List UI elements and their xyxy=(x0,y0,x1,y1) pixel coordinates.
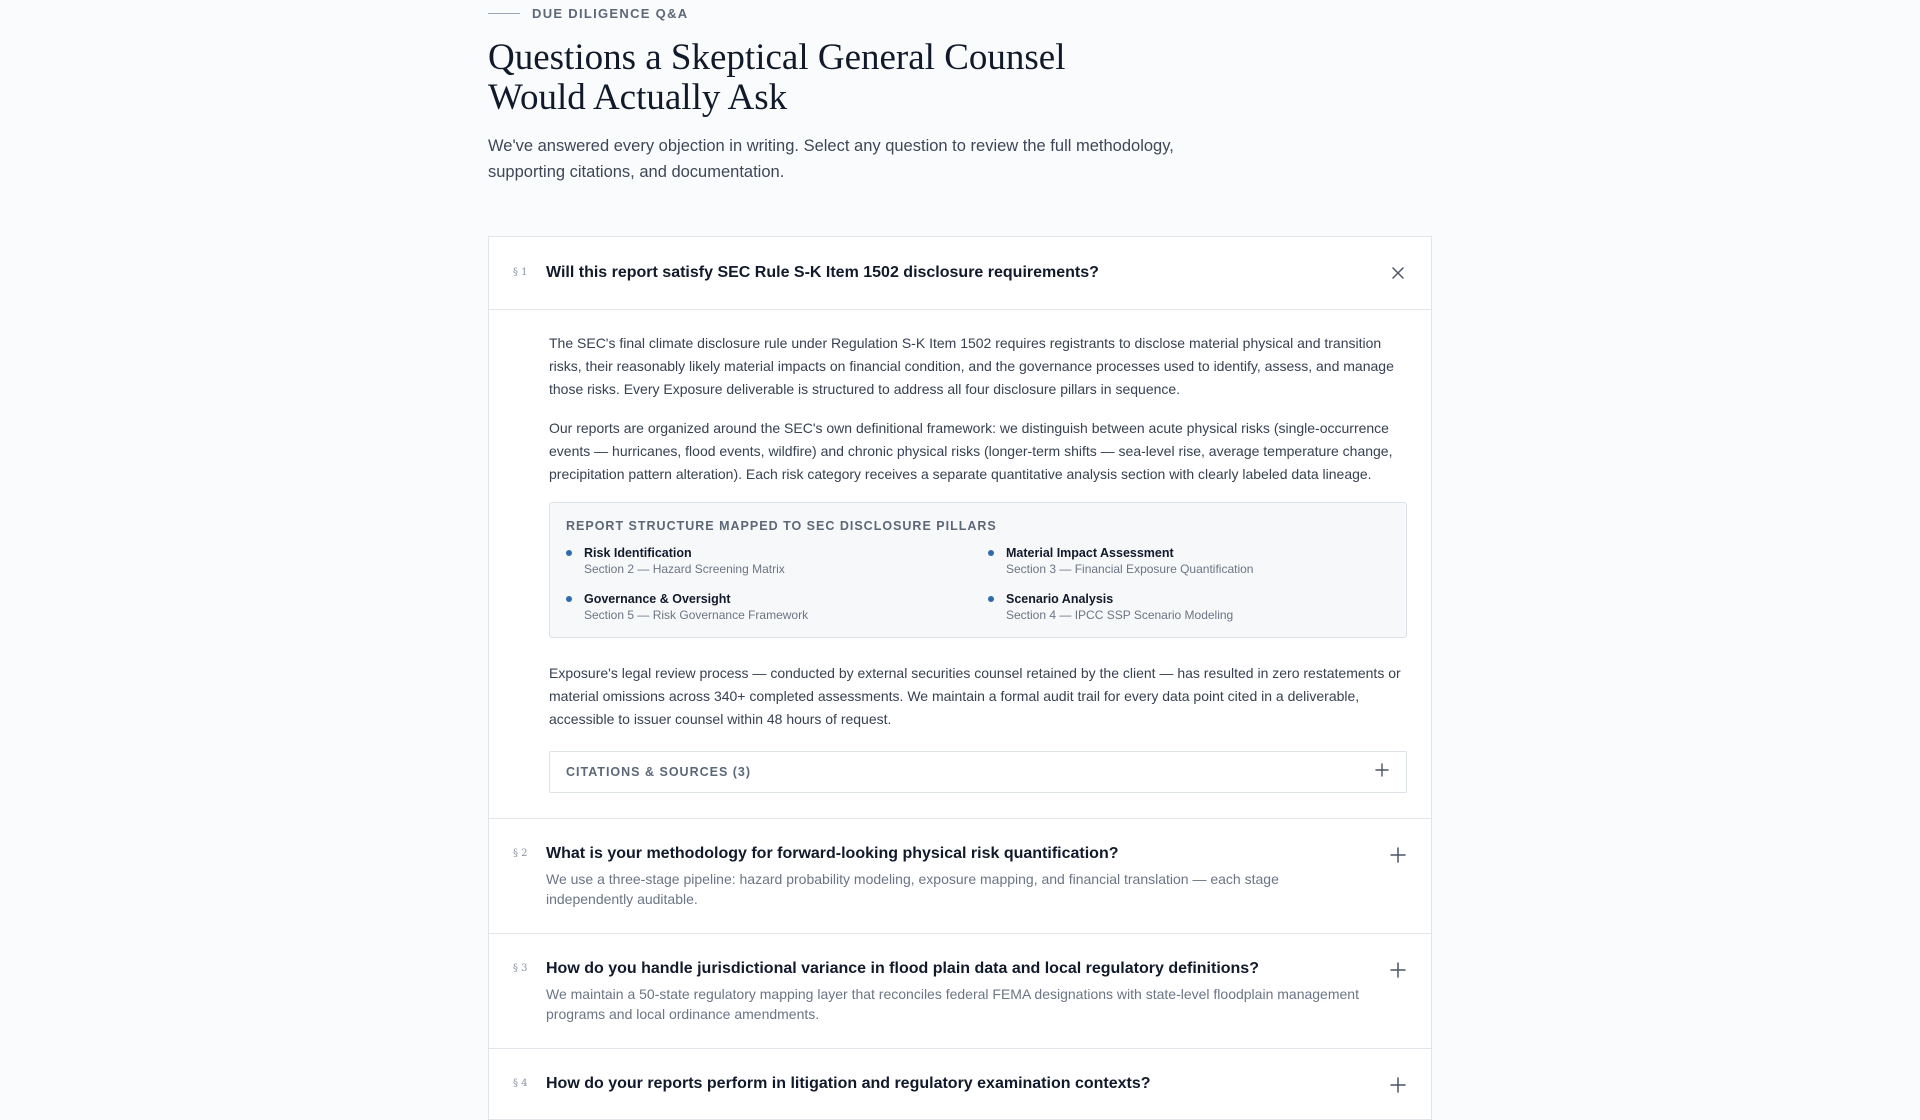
pillar-name: Governance & Oversight xyxy=(584,592,731,606)
page-title: Questions a Skeptical General Counsel Would Actually Ask xyxy=(488,37,1066,118)
pillar-name: Material Impact Assessment xyxy=(1006,546,1174,560)
faq-item-2[interactable] xyxy=(489,819,1431,934)
faq-item-question-wrap xyxy=(546,1073,1407,1095)
answer-paragraph: The SEC's final climate disclosure rule under Regulation S-K Item 1502 requires registrants to disclose material physical and transition risks, their reasonably likely material impacts on financial condition, and the governance processes used to identify, assess, and manage those risks. Every Exposure deliverable is structured to address all four disclosure pillars in sequence. xyxy=(549,335,1394,397)
pillars-title: REPORT STRUCTURE MAPPED TO SEC DISCLOSURE PILLARS xyxy=(566,519,997,533)
plus-icon[interactable] xyxy=(1387,959,1409,981)
plus-icon[interactable] xyxy=(1387,1074,1409,1096)
pillars-panel xyxy=(549,502,1407,638)
pillar-name: Risk Identification xyxy=(584,546,692,560)
pillar-risk-identification xyxy=(566,545,968,577)
faq-item-3[interactable] xyxy=(489,934,1431,1049)
faq-item-question[interactable]: What is your methodology for forward-looking physical risk quantification? xyxy=(546,845,1119,862)
pillar-material-impact xyxy=(988,545,1390,577)
faq-item-number: § 2 xyxy=(513,848,528,859)
bullet-dot-icon xyxy=(988,596,994,602)
pillars-grid xyxy=(566,545,1390,623)
faq-item-question[interactable]: How do your reports perform in litigation and regulatory examination contexts? xyxy=(546,1075,1151,1092)
faq-item-question-wrap xyxy=(546,958,1407,1024)
faq-section xyxy=(488,0,1432,1120)
faq-item-question-wrap xyxy=(546,262,1407,284)
faq-item-summary: We maintain a 50-state regulatory mapping layer that reconciles federal FEMA designations with state-level floodplain management programs and local ordinance amendments. xyxy=(546,986,1359,1022)
faq-item-question-wrap xyxy=(546,843,1407,909)
faq-accordion xyxy=(488,236,1432,1120)
pillar-section: Section 5 — Risk Governance Framework xyxy=(584,608,809,622)
faq-item-1-header[interactable] xyxy=(489,237,1431,310)
faq-item-2-header[interactable] xyxy=(489,819,1431,933)
answer-paragraph: Exposure's legal review process — conducted by external securities counsel retained by the client — has resulted in zero restatements or material omissions across 340+ completed assessments. We maintain a formal audit trail for every data point cited in a deliverable, accessible to issuer counsel within 48 hours of request. xyxy=(549,665,1401,727)
answer-paragraph: Our reports are organized around the SEC's own definitional framework: we distinguish between acute physical risks (single-occurrence events — hurricanes, flood events, wildfire) and chronic physical risks (longer-term shifts — sea-level rise, average temperature change, precipitation pattern alteration). Each risk category receives a separate quantitative analysis section with clearly labeled data lineage. xyxy=(549,420,1393,482)
bullet-dot-icon xyxy=(988,550,994,556)
bullet-dot-icon xyxy=(566,550,572,556)
eyebrow xyxy=(488,0,1432,27)
page-lede: We've answered every objection in writing. Select any question to review the full methodology, supporting citations, and documentation. xyxy=(488,137,1174,181)
close-icon[interactable] xyxy=(1387,262,1409,284)
plus-icon[interactable] xyxy=(1387,844,1409,866)
pillar-section: Section 3 — Financial Exposure Quantification xyxy=(1006,562,1254,576)
citations-toggle[interactable] xyxy=(549,751,1407,793)
faq-item-4[interactable] xyxy=(489,1049,1431,1119)
citations-label: CITATIONS & SOURCES (3) xyxy=(566,765,752,779)
faq-item-number: § 4 xyxy=(513,1078,528,1089)
bullet-dot-icon xyxy=(566,596,572,602)
eyebrow-label: DUE DILIGENCE Q&A xyxy=(532,6,689,21)
pillar-scenario-analysis xyxy=(988,591,1390,623)
faq-item-3-header[interactable] xyxy=(489,934,1431,1048)
faq-item-1-answer xyxy=(489,310,1431,818)
faq-item-4-header[interactable] xyxy=(489,1049,1431,1119)
pillar-section: Section 2 — Hazard Screening Matrix xyxy=(584,562,785,576)
faq-item-question[interactable]: Will this report satisfy SEC Rule S-K Item 1502 disclosure requirements? xyxy=(546,264,1099,281)
eyebrow-rule xyxy=(488,13,520,14)
plus-icon[interactable] xyxy=(1374,762,1390,783)
faq-item-number: § 1 xyxy=(513,267,528,278)
pillar-name: Scenario Analysis xyxy=(1006,592,1114,606)
faq-item-question[interactable]: How do you handle jurisdictional variance in flood plain data and local regulatory definitions? xyxy=(546,960,1259,977)
faq-item-number: § 3 xyxy=(513,963,528,974)
pillar-governance xyxy=(566,591,968,623)
pillar-section: Section 4 — IPCC SSP Scenario Modeling xyxy=(1006,608,1234,622)
faq-item-1 xyxy=(489,237,1431,819)
faq-item-summary: We use a three-stage pipeline: hazard probability modeling, exposure mapping, and financial translation — each stage independently auditable. xyxy=(546,871,1279,907)
